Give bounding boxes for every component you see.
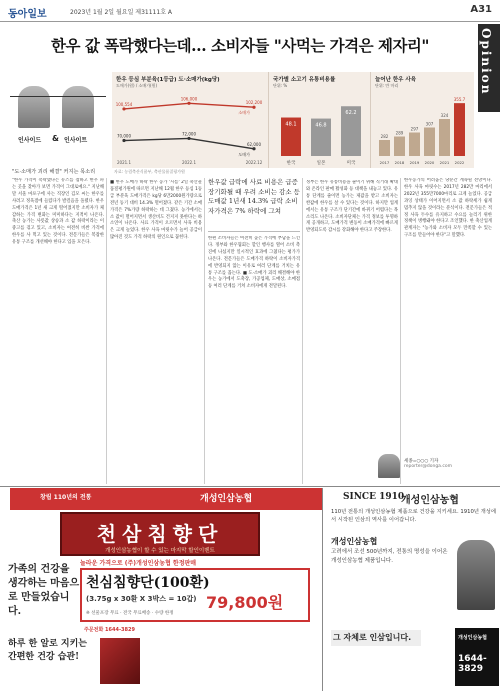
column-name: 인사이드	[18, 137, 42, 144]
chart-2-title: 국가별 소고기 유통비용률	[273, 77, 336, 83]
data-point	[122, 107, 125, 110]
ad-since: SINCE 1910	[343, 492, 405, 502]
x-tick-label: 2017	[379, 160, 390, 165]
ad-phone-number: 1644-3829	[458, 654, 487, 674]
product-price: 79,800원	[206, 593, 284, 612]
ad-promo-line: 놀라운 가격으로 (주)개성인삼농협 한정판매	[80, 560, 197, 567]
x-tick-label: 2021.1	[117, 160, 131, 165]
data-label: 100,554	[115, 101, 133, 107]
data-label: 48.1	[285, 121, 297, 128]
data-label: 289	[395, 130, 404, 136]
top-strip	[0, 0, 500, 22]
x-tick-label: 미국	[346, 161, 356, 166]
pull-quote: 한우값 급락에 사료 비용은 급증 장기화될 때 우려 소비는 감소 등 도매값 1년새 14.3% 급락 소비자가격은 7% 하락에 그쳐	[208, 178, 300, 232]
article-column	[110, 180, 202, 482]
byline	[404, 458, 492, 469]
ad-copy: 가족의 건강을 생각하는 마음으로 만들었습니다.	[8, 564, 80, 617]
ad-slogan-sub: 개성인삼농협이 할 수 있는 마지막 할인이벤트	[105, 548, 215, 554]
article-text: 한우농가의 어려움은 당분간 계속될 전망이다. 한우 사육 마릿수는 2017년 282만 마리에서 2022년 355만7000마리로 크게 늘었다. 공급 과잉 상태가 이어지면서 소 값 하락세가 쉽게 멈추지 않을 것이라는 분석이다. 전문가들은 적정 사육 두수를 유지하고 수요를 늘리기 위한 정책이 병행돼야 한다고 조언했다. 한 축산업계 관계자는 "농가와 소비자 모두 만족할 수 있는 구조를 만들어야 한다"고 말했다.	[404, 178, 492, 239]
page-number: A31	[470, 4, 492, 15]
ad-bottom-copy: 하루 한 알로 지키는 간편한 건강 습관!	[8, 639, 87, 662]
ad-badge: 창립 110년의 전통	[40, 494, 92, 501]
ad-panel-lines: 고려에서 조선 500년까지, 전통의 명성을 이어온 개성인삼농협 제품입니다.	[331, 549, 448, 564]
bar	[424, 128, 435, 157]
article-column	[306, 180, 398, 482]
chart-hanwoo-heads	[370, 72, 474, 168]
column-rule	[106, 178, 107, 484]
headline: 한우 값 폭락했다는데… 소비자들 "사먹는 가격은 제자리"	[51, 36, 429, 55]
data-label: 106,000	[180, 96, 198, 102]
product-box	[80, 568, 310, 622]
column-rule	[400, 178, 401, 484]
article-column	[404, 178, 492, 450]
reporter-photo	[378, 454, 400, 478]
data-label: 70,000	[117, 133, 131, 139]
model-photo	[457, 540, 495, 610]
data-point	[187, 102, 190, 105]
x-tick-label: 2021	[439, 160, 450, 165]
column-rule	[302, 178, 303, 484]
x-tick-label: 2019	[409, 160, 420, 165]
section-tab-opinion	[478, 24, 500, 112]
column-name: 인사이트	[64, 137, 88, 144]
advertisement-left	[0, 488, 322, 691]
columnist-photo	[62, 86, 94, 128]
article-text: 정부는 한우 유통비용을 줄이기 위해 직거래 확대와 온라인 판매 활성화 등 대책을 내놓고 있다. 유통 단계를 줄이면 농가는 제값을 받고 소비자는 싼값에 한우를 살 수 있다는 것이다. 하지만 업계에서는 유통 구조가 단기간에 바뀌기 어렵다는 목소리도 나온다. 소비자단체는 가격 정보를 투명하게 공개하고, 도매가격 변동이 소매가격에 빠르게 반영되도록 감시를 강화해야 한다고 주장한다.	[306, 180, 398, 234]
chart-2-subtitle: 단위: %	[273, 83, 288, 88]
data-label: 324	[440, 113, 449, 118]
masthead: 동아일보	[8, 9, 47, 20]
data-label: 297	[410, 126, 419, 132]
column-subtitle: "도·소매가 괴리 해결" 커지는 목소리	[12, 169, 96, 175]
chart-retail-wholesale	[112, 72, 264, 168]
bar	[394, 137, 405, 157]
ad-top-banner	[10, 488, 322, 510]
data-label: 72,000	[182, 131, 196, 137]
reporter-email: reporter@donga.com	[404, 464, 452, 469]
product-spec: (3.75g x 30환 X 3박스 = 10갑)	[86, 595, 197, 603]
series-label: 소매가	[238, 110, 250, 116]
x-tick-label: 2020	[424, 160, 435, 165]
data-point	[252, 106, 255, 109]
ad-slogan: 천삼침향단	[96, 522, 224, 546]
ad-brand: 개성인삼농협	[401, 495, 459, 506]
divider	[10, 96, 106, 97]
bar	[439, 119, 450, 156]
bar	[454, 103, 465, 156]
column-rule	[204, 178, 205, 484]
article-text: "한우 가격이 폭락했다는 뉴스를 접하고 한우 파는 곳을 찾아가 보면 가격이 그대로예요." 지난해 말 서울 마포구에 사는 직장인 김모 씨는 한우를 사려고 정육점에 들렀다가 발걸음을 돌렸다. 한우 도매가격은 1년 새 크게 떨어졌지만 소비자가 체감하는 가격 변화는 미미하다는 지적이 나온다. 축산 농가는 사룟값 상승과 소 값 하락이라는 이중고를 겪고 있고, 소비자는 여전히 비싼 가격에 한우를 사 먹고 있는 것이다. 전문가들은 복잡한 유통 구조를 개선해야 한다고 입을 모은다.	[12, 178, 104, 246]
data-label: 62,000	[247, 141, 261, 147]
data-label: 355.7	[453, 97, 466, 103]
reporter-name: 세종=○○○ 기자	[404, 459, 439, 464]
issue-info: 2023년 1월 2일 월요일 제31111호 A	[70, 9, 173, 16]
data-label: 282	[380, 134, 389, 139]
ad-divider	[0, 486, 500, 487]
article-column	[208, 236, 300, 482]
ad-panel	[331, 536, 451, 686]
chart-distribution-cost	[268, 72, 368, 168]
chart-1-subtitle: 도매가(원) / 소매가(원)	[116, 83, 158, 88]
x-tick-label: 2022.12	[245, 160, 263, 165]
chart-3-title: 늘어난 한우 사육	[375, 77, 417, 83]
advertisement-right	[322, 488, 500, 691]
data-label: 62.2	[345, 110, 357, 117]
ad-panel-brand: 개성인삼농협	[331, 536, 378, 546]
columnist-block	[16, 78, 106, 178]
x-tick-label: 2018	[394, 160, 405, 165]
data-label: 307	[425, 121, 434, 127]
article-text: 한편 소비자들은 여전히 높은 가격에 부담을 느낀다. 정부와 한우협회는 할인 행사를 열어 소비 촉진에 나섰지만 일시적인 효과에 그쳤다는 평가가 나온다. 전문가들은 도매가격 하락이 소비자가격에 반영되지 않는 이유로 여러 단계를 거치는 유통 구조를 꼽는다. ■ 도·소매가 괴리 해결해야 한우는 농가에서 도축장, 가공업체, 도매상, 소매점 등 여러 단계를 거쳐 소비자에게 전달된다.	[208, 236, 300, 290]
data-label: 46.8	[315, 122, 327, 129]
article-column	[12, 178, 104, 480]
column-amp: &	[52, 134, 59, 143]
x-tick-label: 한국	[286, 161, 296, 166]
chart-3-subtitle: 단위: 만 마리	[375, 83, 399, 88]
ad-lines: 110년 전통의 개성인삼농협 제품으로 건강을 지키세요. 1910년 개성에서 시작된 인삼의 역사를 이어갑니다.	[331, 509, 496, 523]
data-point	[252, 147, 255, 150]
product-image	[100, 638, 140, 684]
ad-phone-brand: 개성인삼농협	[458, 635, 487, 641]
section-label: Opinion	[479, 28, 493, 96]
x-tick-label: 2022.1	[182, 160, 196, 165]
product-name: 천심침향단(100환)	[86, 575, 210, 591]
ad-highlight: 그 자체로 인삼입니다.	[331, 630, 421, 646]
bar	[379, 140, 390, 156]
data-label: 102,200	[245, 100, 263, 106]
product-note: ※ 선물포장 무료 · 전국 무료배송 · 수량 한정	[86, 611, 174, 616]
data-point	[122, 139, 125, 142]
series-label: 도매가	[238, 151, 250, 157]
chart-source: 자료: 농림축산식품부, 축산물품질평가원	[114, 169, 185, 174]
article-text: ■ 한우 도매가 하락 한우 농가 '시름' 2일 축산물품질평가원에 따르면 지난해 12월 한우 등심 1등급 부분육 도매가격은 kg당 6만2000원가량으로 전년 동기 대비 14.3% 떨어졌다. 같은 기간 소매가격은 7%가량 하락하는 데 그쳤다. 농가에서는 소 값이 떨어지면서 생산비도 건지지 못한다는 하소연이 나온다. 사료 가격이 오르면서 사육 비용은 크게 늘었다. 한우 사육 마릿수가 늘어 공급이 많아진 것도 가격 하락의 원인으로 꼽힌다.	[110, 180, 202, 241]
x-tick-label: 2022	[454, 160, 465, 165]
ad-slogan-box	[60, 512, 260, 556]
data-point	[187, 137, 190, 140]
chart-panel	[112, 72, 474, 168]
columnist-photo	[18, 86, 50, 128]
x-tick-label: 일본	[316, 161, 326, 166]
chart-1-title: 한우 등심 부분육(1등급) 도·소매가(kg당)	[116, 77, 220, 83]
bar	[409, 133, 420, 157]
order-phone: 주문전화 1644-3829	[84, 627, 135, 633]
ad-phone-box	[455, 628, 499, 686]
ad-brand: 개성인삼농협	[200, 494, 253, 504]
